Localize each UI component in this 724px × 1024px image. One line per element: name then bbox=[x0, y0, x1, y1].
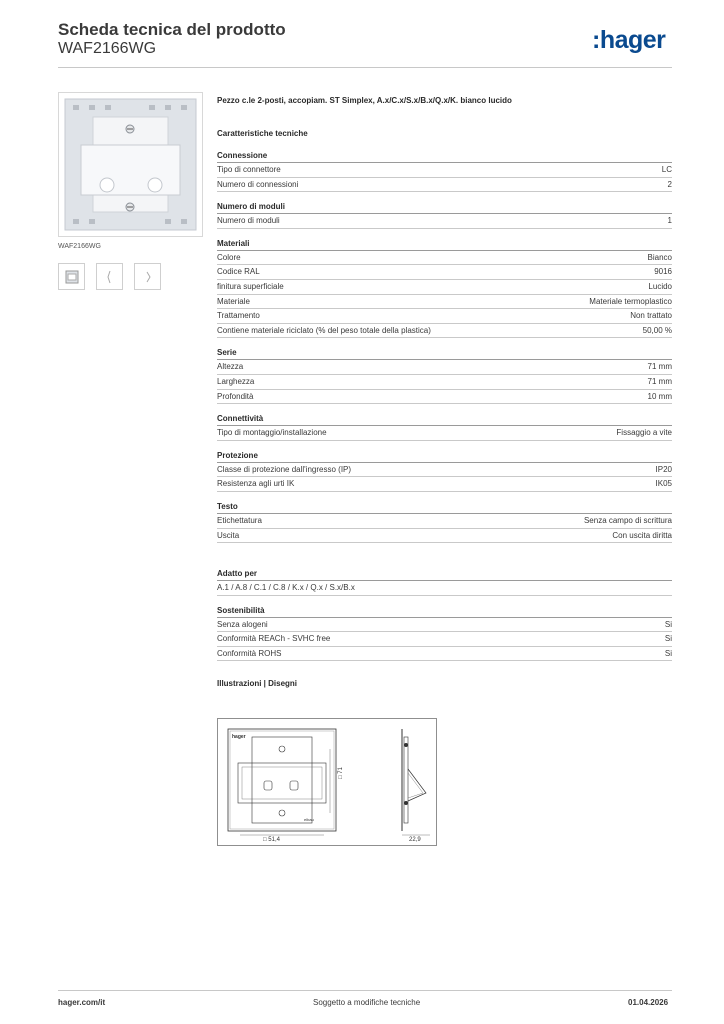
product-image[interactable] bbox=[58, 92, 203, 237]
spec-label: Numero di moduli bbox=[217, 216, 280, 226]
spec-row bbox=[217, 375, 672, 390]
drawing-svg bbox=[218, 719, 436, 845]
specs-content bbox=[217, 96, 672, 693]
section-testo bbox=[217, 502, 672, 543]
footer-divider bbox=[58, 990, 672, 991]
angle-view-thumbnail[interactable] bbox=[134, 263, 161, 290]
section-numero-moduli bbox=[217, 202, 672, 229]
section-protezione bbox=[217, 451, 672, 492]
dimension-height: □ 71 bbox=[338, 767, 344, 779]
spec-row bbox=[217, 426, 672, 441]
spec-value: Si bbox=[664, 648, 672, 658]
spec-label: Senza alogeni bbox=[217, 619, 268, 629]
spec-label: Contiene materiale riciclato (% del peso totale della plastica) bbox=[217, 325, 431, 335]
spec-value: 10 mm bbox=[647, 391, 672, 401]
footer-date: 01.04.2026 bbox=[628, 998, 669, 1007]
spec-row bbox=[217, 295, 672, 310]
spec-row bbox=[217, 163, 672, 178]
section-title: Connettività bbox=[217, 414, 672, 426]
side-view-thumbnail[interactable] bbox=[96, 263, 123, 290]
spec-row bbox=[217, 632, 672, 647]
spec-row bbox=[217, 529, 672, 544]
spec-row bbox=[217, 324, 672, 339]
compatible-series: A.1 / A.8 / C.1 / C.8 / K.x / Q.x / S.x/B.x bbox=[217, 581, 672, 596]
spec-label: Numero di connessioni bbox=[217, 179, 299, 189]
spec-value: Senza campo di scrittura bbox=[583, 515, 672, 525]
section-materiali bbox=[217, 239, 672, 339]
spec-row bbox=[217, 214, 672, 229]
spec-value: 50,00 % bbox=[642, 325, 672, 335]
spec-row bbox=[217, 360, 672, 375]
front-view-thumbnail[interactable] bbox=[58, 263, 85, 290]
spec-value: 1 bbox=[667, 216, 672, 226]
product-photo-svg bbox=[59, 93, 202, 236]
section-adatto-per bbox=[217, 569, 672, 596]
product-code: WAF2166WG bbox=[58, 40, 157, 57]
spec-label: Classe di protezione dall'ingresso (IP) bbox=[217, 464, 352, 474]
spec-value: Bianco bbox=[647, 252, 672, 262]
footer-notice: Soggetto a modifiche tecniche bbox=[313, 998, 421, 1007]
spec-label: Profondità bbox=[217, 391, 254, 401]
spec-row bbox=[217, 251, 672, 266]
spec-row bbox=[217, 309, 672, 324]
spec-row bbox=[217, 390, 672, 405]
spec-label: Etichettatura bbox=[217, 515, 262, 525]
spec-value: IP20 bbox=[655, 464, 672, 474]
spec-value: Si bbox=[664, 619, 672, 629]
spec-row bbox=[217, 265, 672, 280]
section-title: Sostenibilità bbox=[217, 606, 672, 618]
spec-value: IK05 bbox=[655, 479, 672, 489]
image-caption: WAF2166WG bbox=[58, 243, 101, 250]
spec-row bbox=[217, 463, 672, 478]
section-sostenibilita bbox=[217, 606, 672, 662]
spec-value: Con uscita diritta bbox=[612, 530, 672, 540]
spec-label: Materiale bbox=[217, 296, 250, 306]
spec-row bbox=[217, 647, 672, 662]
section-connessione bbox=[217, 151, 672, 192]
spec-value: Fissaggio a vite bbox=[616, 428, 672, 438]
spec-row bbox=[217, 514, 672, 529]
illustrations-title: Illustrazioni | Disegni bbox=[217, 679, 298, 689]
drawing-brand-label: hager bbox=[232, 734, 246, 740]
spec-value: 71 mm bbox=[647, 362, 672, 372]
spec-value: LC bbox=[661, 165, 672, 174]
drawing-small-label: elbau bbox=[304, 817, 314, 822]
thumbnail-strip bbox=[58, 263, 161, 290]
spec-value: Materiale termoplastico bbox=[589, 296, 672, 306]
spec-value: 2 bbox=[667, 179, 672, 189]
spec-label: Tipo di montaggio/installazione bbox=[217, 428, 327, 438]
spec-label: finitura superficiale bbox=[217, 281, 284, 291]
spec-row bbox=[217, 618, 672, 633]
section-title: Materiali bbox=[217, 239, 672, 251]
spec-value: Non trattato bbox=[630, 311, 672, 321]
dimension-width: □ 51,4 bbox=[263, 837, 280, 843]
header-divider bbox=[58, 67, 672, 68]
specs-heading: Caratteristiche tecniche bbox=[217, 129, 308, 138]
spec-label: Conformità REACh - SVHC free bbox=[217, 634, 331, 644]
page-title: Scheda tecnica del prodotto bbox=[58, 20, 286, 39]
section-serie bbox=[217, 348, 672, 404]
section-title: Connessione bbox=[217, 151, 672, 163]
spec-row bbox=[217, 477, 672, 492]
dimension-depth: 22,9 bbox=[409, 837, 421, 843]
spec-row bbox=[217, 280, 672, 295]
spec-label: Colore bbox=[217, 252, 241, 262]
product-description: Pezzo c.le 2-posti, accopiam. ST Simplex, A.x/C.x/S.x/B.x/Q.x/K. bianco lucido bbox=[217, 96, 512, 105]
hager-logo: :hager bbox=[592, 26, 666, 54]
spec-value: 71 mm bbox=[647, 376, 672, 386]
section-title: Numero di moduli bbox=[217, 202, 672, 214]
spec-label: Larghezza bbox=[217, 376, 255, 386]
spec-row bbox=[217, 178, 672, 193]
section-title: Testo bbox=[217, 502, 672, 514]
spec-value: Lucido bbox=[648, 281, 672, 291]
footer-website-link[interactable]: hager.com/it bbox=[58, 998, 106, 1007]
section-title: Protezione bbox=[217, 451, 672, 463]
spec-value: 9016 bbox=[654, 267, 672, 277]
spec-label: Altezza bbox=[217, 362, 244, 372]
section-title: Adatto per bbox=[217, 569, 672, 581]
spec-label: Trattamento bbox=[217, 311, 260, 321]
spec-value: Si bbox=[664, 634, 672, 644]
spec-label: Uscita bbox=[217, 530, 240, 540]
section-title: Serie bbox=[217, 348, 672, 360]
spec-label: Conformità ROHS bbox=[217, 648, 282, 658]
section-connettivita bbox=[217, 414, 672, 441]
spec-label: Tipo di connettore bbox=[217, 165, 281, 174]
spec-label: Resistenza agli urti IK bbox=[217, 479, 295, 489]
technical-drawing[interactable] bbox=[217, 718, 437, 846]
spec-label: Codice RAL bbox=[217, 267, 260, 277]
